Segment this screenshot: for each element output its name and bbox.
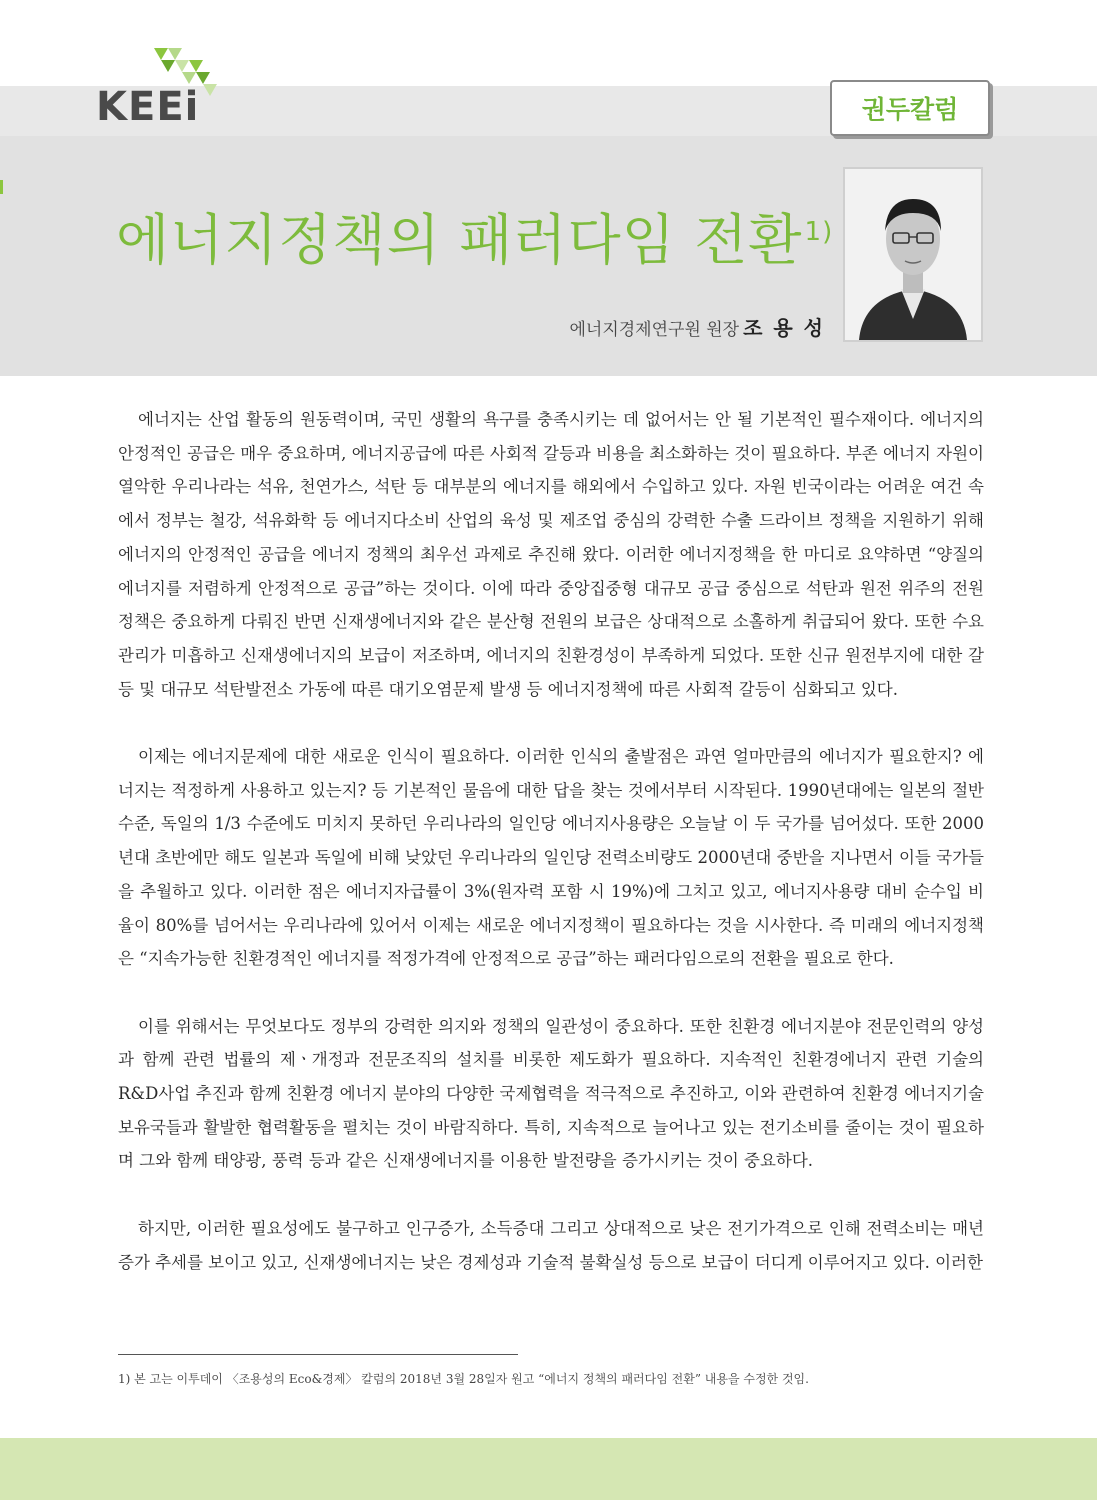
article-body [118,403,984,1313]
author-affiliation: 에너지경제연구원 원장 [569,320,740,340]
logo-triangle-8 [203,84,217,96]
author-photo [843,167,983,342]
footer-band [0,1438,1097,1500]
logo-triangle-1 [154,48,168,60]
article-paragraph-3: 이를 위해서는 무엇보다도 정부의 강력한 의지와 정책의 일관성이 중요하다. 또한 친환경 에너지분야 전문인력의 양성과 함께 관련 법률의 제ㆍ개정과 전문조직의 설치를 비롯한 제도화가 필요하다. 지속적인 친환경에너지 관련 기술의 R&D사업 추진과 함께 친환경 에너지 분야의 다양한 국제협력을 적극적으로 추진하고, 이와 관련하여 친환경 에너지기술 보유국들과 활발한 협력활동을 펼치는 것이 바람직하다. 특히, 지속적으로 늘어나고 있는 전기소비를 줄이는 것이 필요하며 그와 함께 태양광, 풍력 등과 같은 신재생에너지를 이용한 발전량을 증가시키는 것이 중요하다. [118,1016,984,1171]
article-title-text: 에너지정책의 패러다임 전환 [116,208,803,272]
logo-triangle-4 [175,60,189,72]
logo-triangle-5 [189,60,203,72]
title-footnote-ref: 1) [804,216,834,247]
logo-triangle-6 [182,72,196,84]
article-title [116,196,833,275]
logo-triangle-3 [161,60,175,72]
logo-triangle-2 [168,48,182,60]
logo-text: KEEi [96,84,200,130]
article-paragraph-2: 이제는 에너지문제에 대한 새로운 인식이 필요하다. 이러한 인식의 출발점은 과연 얼마만큼의 에너지가 필요한지? 에너지는 적정하게 사용하고 있는지? 등 기본적인 물음에 대한 답을 찾는 것에서부터 시작된다. 1990년대에는 일본의 절반 수준, 독일의 1/3 수준에도 미치지 못하던 우리나라의 일인당 에너지사용량은 오늘날 이 두 국가를 넘어섰다. 또한 2000년대 초반에만 해도 일본과 독일에 비해 낮았던 우리나라의 일인당 전력소비량도 2000년대 중반을 지나면서 이들 국가들을 추월하고 있다. 이러한 점은 에너지자급률이 3%(원자력 포함 시 19%)에 그치고 있고, 에너지사용량 대비 순수입 비율이 80%를 넘어서는 우리나라에 있어서 이제는 새로운 에너지정책이 필요하다는 것을 시사한다. 즉 미래의 에너지정책은 “지속가능한 친환경적인 에너지를 적정가격에 안정적으로 공급”하는 패러다임으로의 전환을 필요로 한다. [118,747,984,969]
article-paragraph-4: 하지만, 이러한 필요성에도 불구하고 인구증가, 소득증대 그리고 상대적으로 낮은 전기가격으로 인해 전력소비는 매년 증가 추세를 보이고 있고, 신재생에너지는 낮은 경제성과 기술적 불확실성 등으로 보급이 더디게 이루어지고 있다. 이러한 [118,1218,984,1272]
author-line [569,312,825,341]
footnote-divider [118,1354,518,1355]
article-paragraph-1: 에너지는 산업 활동의 원동력이며, 국민 생활의 욕구를 충족시키는 데 없어서는 안 될 기본적인 필수재이다. 에너지의 안정적인 공급은 매우 중요하며, 에너지공급에 따른 사회적 갈등과 비용을 최소화하는 것이 필요하다. 부존 에너지 자원이 열악한 우리나라는 석유, 천연가스, 석탄 등 대부분의 에너지를 해외에서 수입하고 있다. 자원 빈국이라는 어려운 여건 속에서 정부는 철강, 석유화학 등 에너지다소비 산업의 육성 및 제조업 중심의 강력한 수출 드라이브 정책을 지원하기 위해 에너지의 안정적인 공급을 에너지 정책의 최우선 과제로 추진해 왔다. 이러한 에너지정책을 한 마디로 요약하면 “양질의 에너지를 저렴하게 안정적으로 공급”하는 것이다. 이에 따라 중앙집중형 대규모 공급 중심으로 석탄과 원전 위주의 전원정책은 중요하게 다뤄진 반면 신재생에너지와 같은 분산형 전원의 보급은 상대적으로 소홀하게 취급되어 왔다. 또한 수요관리가 미흡하고 신재생에너지의 보급이 저조하며, 에너지의 친환경성이 부족하게 되었다. 또한 신규 원전부지에 대한 갈등 및 대규모 석탄발전소 가동에 따른 대기오염문제 발생 등 에너지정책에 따른 사회적 갈등이 심화되고 있다. [118,410,984,699]
author-portrait-icon [845,169,981,340]
logo-triangle-7 [196,72,210,84]
column-category-badge: 권두칼럼 [830,80,990,136]
left-accent-mark [0,180,3,194]
author-name: 조 용 성 [743,316,825,340]
footnote: 1) 본 고는 이투데이 〈조용성의 Eco&경제〉 칼럼의 2018년 3월 28일자 원고 “에너지 정책의 패러다임 전환” 내용을 수정한 것임. [118,1372,809,1386]
